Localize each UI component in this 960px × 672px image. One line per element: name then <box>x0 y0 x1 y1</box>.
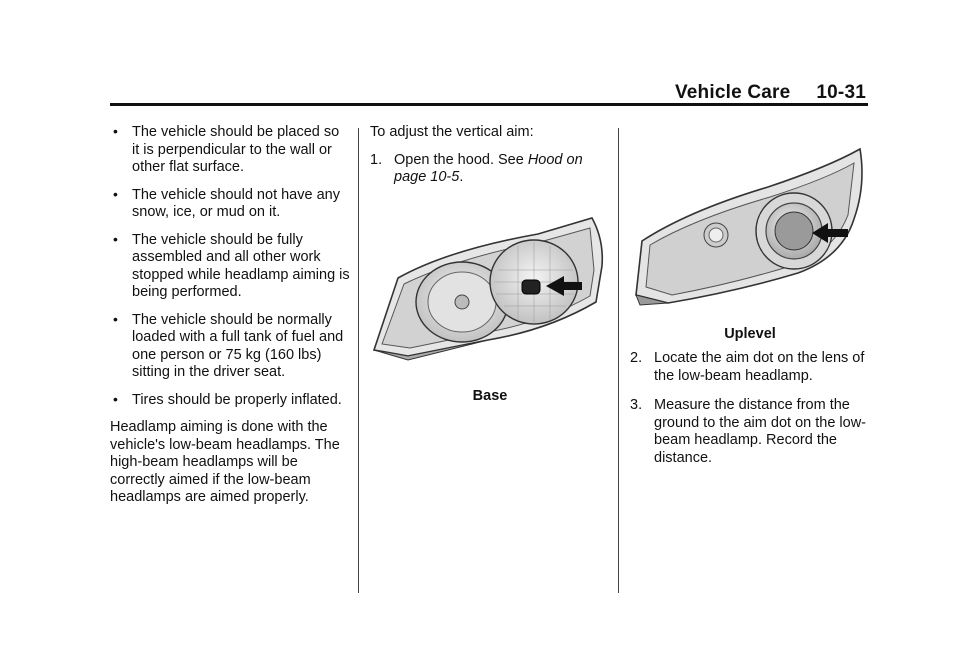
column-1 <box>110 124 350 517</box>
step-number: 3. <box>630 397 643 413</box>
step-text: Measure the distance from the ground to the aim dot on the low-beam headlamp. Record the distance. <box>654 397 866 466</box>
bullet-dot: • <box>113 123 118 139</box>
bullet-item: • The vehicle should be fully assembled and all other work stopped while headlamp aiming is being performed. <box>113 230 350 300</box>
bullet-dot: • <box>113 390 118 407</box>
step-item <box>630 350 870 385</box>
header-rule <box>110 103 868 106</box>
bullet-dot: • <box>113 230 118 247</box>
intro-text: To adjust the vertical aim: <box>370 124 534 140</box>
step-text: Open the hood. See <box>394 151 528 168</box>
running-header <box>675 82 866 104</box>
bullet-item: • The vehicle should be normally loaded with a full tank of fuel and one person or 75 kg (160 lbs) sitting in the driver seat. <box>113 310 344 380</box>
page-number: 10-31 <box>816 82 866 103</box>
base-headlamp-illustration <box>368 210 608 370</box>
step-item <box>630 397 870 467</box>
hood-reference-link[interactable]: Hood on page 10-5 <box>394 151 583 185</box>
column-divider <box>358 128 359 593</box>
column-3 <box>630 350 870 479</box>
column-divider <box>618 128 619 593</box>
section-title: Vehicle Care <box>674 82 791 103</box>
bullet-dot: • <box>113 310 118 327</box>
bullet-dot: • <box>113 185 118 202</box>
bullet-item: • Tires should be properly inflated. <box>113 390 342 408</box>
column-2 <box>370 124 610 199</box>
aiming-paragraph: Headlamp aiming is done with the vehicle's low-beam headlamps. The high-beam headlamps will be correctly aimed if the low-beam headlamps are aimed properly. <box>110 419 340 505</box>
uplevel-figure-caption: Uplevel <box>724 326 776 342</box>
base-figure-caption: Base <box>472 388 508 404</box>
step-number: 2. <box>630 350 643 366</box>
step-item: 1. Open the hood. See Hood on page 10-5. <box>370 151 583 185</box>
bullet-item: • The vehicle should be placed so it is perpendicular to the wall or other flat surface. <box>113 123 340 175</box>
uplevel-headlamp-illustration <box>628 145 868 310</box>
step-text: Locate the aim dot on the lens of the low-beam headlamp. <box>654 350 865 384</box>
bullet-item: • The vehicle should not have any snow, ice, or mud on it. <box>113 185 340 220</box>
step-number: 1. <box>370 151 383 168</box>
